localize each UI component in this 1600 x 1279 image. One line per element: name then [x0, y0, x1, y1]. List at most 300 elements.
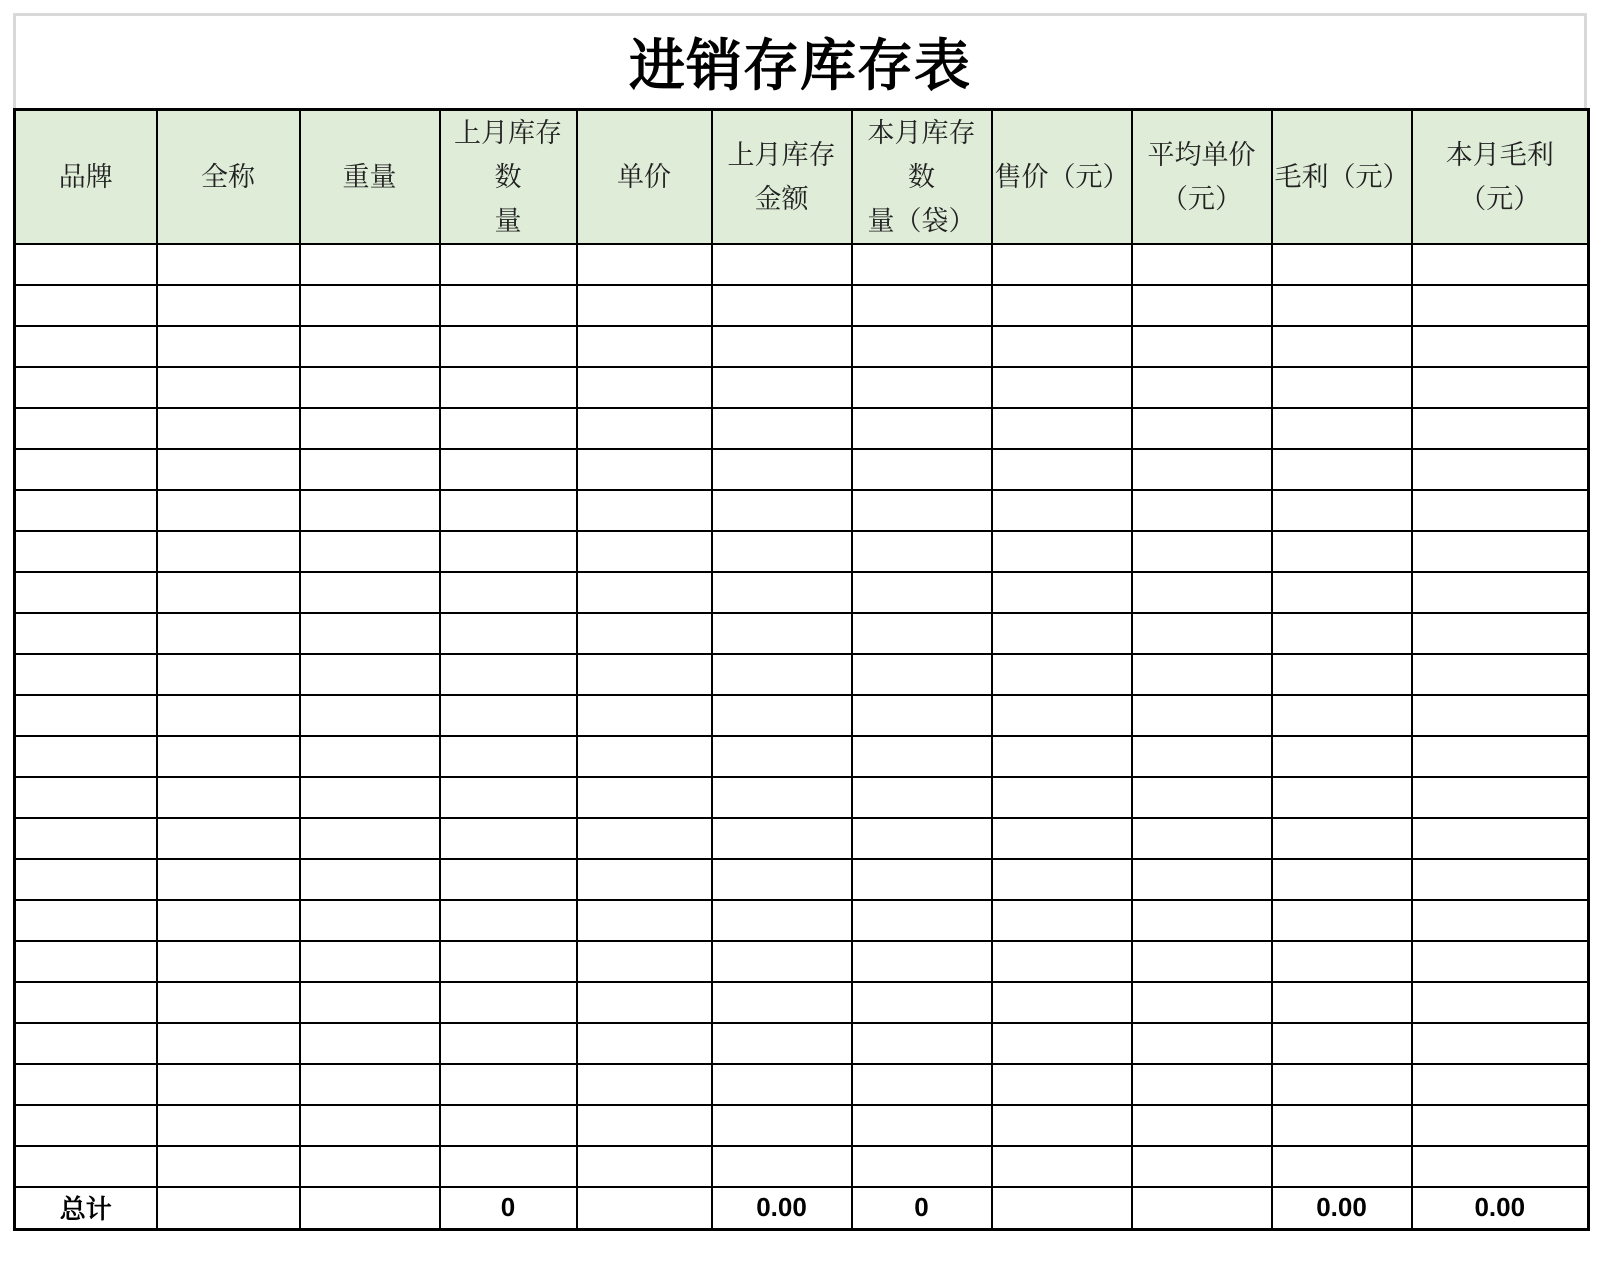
- empty-cell[interactable]: [712, 695, 852, 736]
- empty-cell[interactable]: [15, 1146, 157, 1187]
- empty-cell[interactable]: [1272, 1105, 1412, 1146]
- empty-cell[interactable]: [852, 613, 992, 654]
- empty-cell[interactable]: [1412, 408, 1589, 449]
- empty-cell[interactable]: [1412, 777, 1589, 818]
- empty-cell[interactable]: [1412, 818, 1589, 859]
- total-value-cell[interactable]: 0.00: [1272, 1187, 1412, 1229]
- empty-cell[interactable]: [1272, 408, 1412, 449]
- empty-cell[interactable]: [1412, 613, 1589, 654]
- empty-cell[interactable]: [577, 285, 712, 326]
- empty-cell[interactable]: [1412, 285, 1589, 326]
- empty-cell[interactable]: [1272, 818, 1412, 859]
- empty-cell[interactable]: [15, 531, 157, 572]
- empty-cell[interactable]: [300, 900, 440, 941]
- table-row: [15, 244, 1589, 285]
- empty-cell[interactable]: [440, 572, 577, 613]
- empty-cell[interactable]: [1272, 654, 1412, 695]
- column-header-8: 售价（元）: [992, 110, 1132, 245]
- empty-cell[interactable]: [1412, 1105, 1589, 1146]
- table-header-row: [15, 110, 1589, 245]
- table-row: [15, 285, 1589, 326]
- empty-cell[interactable]: [157, 859, 300, 900]
- empty-cell[interactable]: [712, 613, 852, 654]
- empty-cell[interactable]: [577, 326, 712, 367]
- empty-cell[interactable]: [712, 490, 852, 531]
- empty-cell[interactable]: [712, 859, 852, 900]
- empty-cell[interactable]: [1412, 326, 1589, 367]
- empty-cell[interactable]: [1272, 572, 1412, 613]
- empty-cell[interactable]: [577, 818, 712, 859]
- empty-cell[interactable]: [852, 449, 992, 490]
- empty-cell[interactable]: [157, 1023, 300, 1064]
- empty-cell[interactable]: [1132, 859, 1272, 900]
- column-header-5: 单价: [577, 110, 712, 245]
- column-header-4: 上月库存数 量: [440, 110, 577, 245]
- column-header-11: 本月毛利 （元）: [1412, 110, 1589, 245]
- empty-cell[interactable]: [1132, 654, 1272, 695]
- empty-cell[interactable]: [1272, 859, 1412, 900]
- empty-cell[interactable]: [15, 695, 157, 736]
- empty-cell[interactable]: [300, 736, 440, 777]
- empty-cell[interactable]: [712, 818, 852, 859]
- empty-cell[interactable]: [1132, 818, 1272, 859]
- empty-cell[interactable]: [15, 900, 157, 941]
- table-row: [15, 941, 1589, 982]
- empty-cell[interactable]: [300, 695, 440, 736]
- empty-cell[interactable]: [1272, 490, 1412, 531]
- empty-cell[interactable]: [1272, 1064, 1412, 1105]
- empty-cell[interactable]: [1132, 449, 1272, 490]
- empty-cell[interactable]: [852, 777, 992, 818]
- empty-cell[interactable]: [1412, 490, 1589, 531]
- empty-cell[interactable]: [577, 982, 712, 1023]
- total-value-cell[interactable]: 0: [440, 1187, 577, 1229]
- empty-cell[interactable]: [712, 654, 852, 695]
- empty-cell[interactable]: [1132, 1023, 1272, 1064]
- empty-cell[interactable]: [300, 449, 440, 490]
- column-header-6: 上月库存 金额: [712, 110, 852, 245]
- empty-cell[interactable]: [1132, 777, 1272, 818]
- column-header-3: 重量: [300, 110, 440, 245]
- empty-cell[interactable]: [15, 1064, 157, 1105]
- empty-cell[interactable]: [712, 244, 852, 285]
- empty-cell[interactable]: [1412, 449, 1589, 490]
- empty-cell[interactable]: [157, 777, 300, 818]
- empty-cell[interactable]: [157, 982, 300, 1023]
- table-row: [15, 367, 1589, 408]
- empty-cell[interactable]: [992, 326, 1132, 367]
- empty-cell[interactable]: [1412, 1064, 1589, 1105]
- empty-cell[interactable]: [300, 244, 440, 285]
- table-body: [15, 244, 1589, 1229]
- empty-cell[interactable]: [992, 736, 1132, 777]
- empty-cell[interactable]: [440, 736, 577, 777]
- empty-cell[interactable]: [577, 859, 712, 900]
- empty-cell[interactable]: [157, 1146, 300, 1187]
- empty-cell[interactable]: [1412, 859, 1589, 900]
- empty-cell[interactable]: [157, 408, 300, 449]
- column-header-2: 全称: [157, 110, 300, 245]
- total-value-cell[interactable]: [300, 1187, 440, 1229]
- empty-cell[interactable]: [157, 285, 300, 326]
- empty-cell[interactable]: [1412, 900, 1589, 941]
- total-value-cell[interactable]: 0.00: [1412, 1187, 1589, 1229]
- table-row: [15, 982, 1589, 1023]
- empty-cell[interactable]: [992, 1064, 1132, 1105]
- empty-cell[interactable]: [300, 1064, 440, 1105]
- table-row: [15, 572, 1589, 613]
- total-value-cell[interactable]: 0: [852, 1187, 992, 1229]
- empty-cell[interactable]: [1272, 1023, 1412, 1064]
- empty-cell[interactable]: [157, 613, 300, 654]
- empty-cell[interactable]: [1272, 736, 1412, 777]
- empty-cell[interactable]: [577, 531, 712, 572]
- empty-cell[interactable]: [1132, 244, 1272, 285]
- empty-cell[interactable]: [577, 736, 712, 777]
- empty-cell[interactable]: [577, 244, 712, 285]
- total-label-cell[interactable]: 总计: [15, 1187, 157, 1229]
- empty-cell[interactable]: [577, 1105, 712, 1146]
- empty-cell[interactable]: [712, 367, 852, 408]
- empty-cell[interactable]: [440, 654, 577, 695]
- empty-cell[interactable]: [1272, 244, 1412, 285]
- empty-cell[interactable]: [577, 572, 712, 613]
- empty-cell[interactable]: [1412, 982, 1589, 1023]
- empty-cell[interactable]: [157, 736, 300, 777]
- empty-cell[interactable]: [712, 285, 852, 326]
- empty-cell[interactable]: [1272, 449, 1412, 490]
- empty-cell[interactable]: [15, 736, 157, 777]
- column-header-7: 本月库存数 量（袋）: [852, 110, 992, 245]
- total-value-cell[interactable]: [577, 1187, 712, 1229]
- empty-cell[interactable]: [852, 900, 992, 941]
- empty-cell[interactable]: [300, 818, 440, 859]
- empty-cell[interactable]: [1132, 1105, 1272, 1146]
- empty-cell[interactable]: [992, 941, 1132, 982]
- empty-cell[interactable]: [157, 695, 300, 736]
- table-row: [15, 613, 1589, 654]
- empty-cell[interactable]: [712, 326, 852, 367]
- empty-cell[interactable]: [300, 982, 440, 1023]
- empty-cell[interactable]: [852, 736, 992, 777]
- empty-cell[interactable]: [157, 900, 300, 941]
- empty-cell[interactable]: [15, 326, 157, 367]
- empty-cell[interactable]: [1132, 285, 1272, 326]
- empty-cell[interactable]: [1272, 982, 1412, 1023]
- empty-cell[interactable]: [577, 654, 712, 695]
- empty-cell[interactable]: [852, 531, 992, 572]
- total-value-cell[interactable]: [1132, 1187, 1272, 1229]
- empty-cell[interactable]: [1272, 367, 1412, 408]
- empty-cell[interactable]: [15, 982, 157, 1023]
- empty-cell[interactable]: [1412, 531, 1589, 572]
- total-value-cell[interactable]: [992, 1187, 1132, 1229]
- empty-cell[interactable]: [852, 1146, 992, 1187]
- empty-cell[interactable]: [1272, 900, 1412, 941]
- empty-cell[interactable]: [852, 572, 992, 613]
- empty-cell[interactable]: [712, 736, 852, 777]
- empty-cell[interactable]: [300, 490, 440, 531]
- empty-cell[interactable]: [712, 777, 852, 818]
- table-row: [15, 654, 1589, 695]
- empty-cell[interactable]: [992, 613, 1132, 654]
- empty-cell[interactable]: [852, 244, 992, 285]
- table-row: [15, 736, 1589, 777]
- total-row: [15, 1187, 1589, 1229]
- empty-cell[interactable]: [157, 818, 300, 859]
- empty-cell[interactable]: [15, 654, 157, 695]
- empty-cell[interactable]: [1412, 572, 1589, 613]
- empty-cell[interactable]: [157, 531, 300, 572]
- empty-cell[interactable]: [712, 531, 852, 572]
- empty-cell[interactable]: [157, 490, 300, 531]
- empty-cell[interactable]: [577, 367, 712, 408]
- empty-cell[interactable]: [1412, 654, 1589, 695]
- empty-cell[interactable]: [852, 941, 992, 982]
- empty-cell[interactable]: [852, 1023, 992, 1064]
- empty-cell[interactable]: [852, 1064, 992, 1105]
- empty-cell[interactable]: [577, 941, 712, 982]
- empty-cell[interactable]: [15, 1105, 157, 1146]
- empty-cell[interactable]: [440, 982, 577, 1023]
- empty-cell[interactable]: [577, 695, 712, 736]
- empty-cell[interactable]: [992, 367, 1132, 408]
- empty-cell[interactable]: [992, 900, 1132, 941]
- empty-cell[interactable]: [440, 285, 577, 326]
- empty-cell[interactable]: [157, 326, 300, 367]
- empty-cell[interactable]: [1412, 367, 1589, 408]
- empty-cell[interactable]: [992, 982, 1132, 1023]
- empty-cell[interactable]: [157, 244, 300, 285]
- empty-cell[interactable]: [15, 367, 157, 408]
- empty-cell[interactable]: [15, 1023, 157, 1064]
- empty-cell[interactable]: [992, 859, 1132, 900]
- empty-cell[interactable]: [852, 695, 992, 736]
- empty-cell[interactable]: [992, 408, 1132, 449]
- empty-cell[interactable]: [1132, 326, 1272, 367]
- empty-cell[interactable]: [1272, 531, 1412, 572]
- empty-cell[interactable]: [15, 449, 157, 490]
- empty-cell[interactable]: [992, 818, 1132, 859]
- empty-cell[interactable]: [440, 1064, 577, 1105]
- table-row: [15, 1064, 1589, 1105]
- empty-cell[interactable]: [440, 326, 577, 367]
- empty-cell[interactable]: [1412, 941, 1589, 982]
- empty-cell[interactable]: [440, 244, 577, 285]
- empty-cell[interactable]: [440, 1105, 577, 1146]
- table-row: [15, 490, 1589, 531]
- empty-cell[interactable]: [1272, 285, 1412, 326]
- total-value-cell[interactable]: 0.00: [712, 1187, 852, 1229]
- empty-cell[interactable]: [15, 572, 157, 613]
- empty-cell[interactable]: [1272, 941, 1412, 982]
- empty-cell[interactable]: [440, 859, 577, 900]
- empty-cell[interactable]: [157, 654, 300, 695]
- empty-cell[interactable]: [577, 408, 712, 449]
- empty-cell[interactable]: [440, 1146, 577, 1187]
- empty-cell[interactable]: [992, 1105, 1132, 1146]
- empty-cell[interactable]: [1272, 695, 1412, 736]
- empty-cell[interactable]: [992, 1146, 1132, 1187]
- empty-cell[interactable]: [852, 490, 992, 531]
- empty-cell[interactable]: [300, 777, 440, 818]
- table-row: [15, 449, 1589, 490]
- empty-cell[interactable]: [157, 1064, 300, 1105]
- empty-cell[interactable]: [440, 777, 577, 818]
- empty-cell[interactable]: [1132, 736, 1272, 777]
- empty-cell[interactable]: [1132, 900, 1272, 941]
- empty-cell[interactable]: [1412, 1146, 1589, 1187]
- table-row: [15, 1146, 1589, 1187]
- empty-cell[interactable]: [300, 1023, 440, 1064]
- empty-cell[interactable]: [1132, 613, 1272, 654]
- empty-cell[interactable]: [852, 982, 992, 1023]
- empty-cell[interactable]: [1412, 1023, 1589, 1064]
- empty-cell[interactable]: [1412, 244, 1589, 285]
- empty-cell[interactable]: [15, 408, 157, 449]
- inventory-table: [13, 108, 1590, 1231]
- empty-cell[interactable]: [1272, 777, 1412, 818]
- empty-cell[interactable]: [712, 982, 852, 1023]
- table-row: [15, 1105, 1589, 1146]
- empty-cell[interactable]: [15, 490, 157, 531]
- empty-cell[interactable]: [157, 572, 300, 613]
- empty-cell[interactable]: [992, 654, 1132, 695]
- empty-cell[interactable]: [300, 1146, 440, 1187]
- empty-cell[interactable]: [577, 900, 712, 941]
- empty-cell[interactable]: [577, 490, 712, 531]
- empty-cell[interactable]: [440, 900, 577, 941]
- empty-cell[interactable]: [1412, 695, 1589, 736]
- empty-cell[interactable]: [440, 490, 577, 531]
- empty-cell[interactable]: [300, 408, 440, 449]
- empty-cell[interactable]: [1132, 572, 1272, 613]
- empty-cell[interactable]: [15, 818, 157, 859]
- empty-cell[interactable]: [1272, 613, 1412, 654]
- empty-cell[interactable]: [852, 1105, 992, 1146]
- empty-cell[interactable]: [577, 449, 712, 490]
- empty-cell[interactable]: [577, 1023, 712, 1064]
- empty-cell[interactable]: [712, 449, 852, 490]
- empty-cell[interactable]: [712, 572, 852, 613]
- empty-cell[interactable]: [440, 941, 577, 982]
- empty-cell[interactable]: [300, 326, 440, 367]
- empty-cell[interactable]: [15, 941, 157, 982]
- empty-cell[interactable]: [440, 408, 577, 449]
- empty-cell[interactable]: [1412, 736, 1589, 777]
- empty-cell[interactable]: [992, 777, 1132, 818]
- column-header-1: 品牌: [15, 110, 157, 245]
- empty-cell[interactable]: [1132, 1064, 1272, 1105]
- empty-cell[interactable]: [300, 367, 440, 408]
- empty-cell[interactable]: [992, 531, 1132, 572]
- empty-cell[interactable]: [157, 1105, 300, 1146]
- empty-cell[interactable]: [712, 900, 852, 941]
- empty-cell[interactable]: [440, 531, 577, 572]
- empty-cell[interactable]: [992, 285, 1132, 326]
- spreadsheet-page: [0, 13, 1600, 1279]
- empty-cell[interactable]: [440, 818, 577, 859]
- table-row: [15, 1023, 1589, 1064]
- empty-cell[interactable]: [577, 1064, 712, 1105]
- empty-cell[interactable]: [440, 1023, 577, 1064]
- title-band: [13, 13, 1587, 108]
- empty-cell[interactable]: [1132, 982, 1272, 1023]
- empty-cell[interactable]: [300, 531, 440, 572]
- empty-cell[interactable]: [15, 244, 157, 285]
- empty-cell[interactable]: [992, 449, 1132, 490]
- empty-cell[interactable]: [1132, 695, 1272, 736]
- empty-cell[interactable]: [157, 941, 300, 982]
- empty-cell[interactable]: [300, 285, 440, 326]
- empty-cell[interactable]: [300, 572, 440, 613]
- table-row: [15, 326, 1589, 367]
- empty-cell[interactable]: [300, 859, 440, 900]
- empty-cell[interactable]: [992, 695, 1132, 736]
- empty-cell[interactable]: [577, 613, 712, 654]
- empty-cell[interactable]: [1132, 408, 1272, 449]
- column-header-10: 毛利（元）: [1272, 110, 1412, 245]
- empty-cell[interactable]: [440, 613, 577, 654]
- empty-cell[interactable]: [712, 941, 852, 982]
- empty-cell[interactable]: [15, 859, 157, 900]
- empty-cell[interactable]: [1272, 326, 1412, 367]
- empty-cell[interactable]: [1132, 531, 1272, 572]
- empty-cell[interactable]: [992, 244, 1132, 285]
- empty-cell[interactable]: [577, 777, 712, 818]
- empty-cell[interactable]: [440, 449, 577, 490]
- empty-cell[interactable]: [852, 367, 992, 408]
- table-row: [15, 777, 1589, 818]
- empty-cell[interactable]: [15, 613, 157, 654]
- empty-cell[interactable]: [712, 1105, 852, 1146]
- empty-cell[interactable]: [1132, 1146, 1272, 1187]
- empty-cell[interactable]: [992, 490, 1132, 531]
- empty-cell[interactable]: [712, 1146, 852, 1187]
- empty-cell[interactable]: [440, 695, 577, 736]
- empty-cell[interactable]: [852, 326, 992, 367]
- empty-cell[interactable]: [300, 941, 440, 982]
- empty-cell[interactable]: [1132, 490, 1272, 531]
- empty-cell[interactable]: [15, 777, 157, 818]
- empty-cell[interactable]: [992, 572, 1132, 613]
- empty-cell[interactable]: [440, 367, 577, 408]
- empty-cell[interactable]: [15, 285, 157, 326]
- empty-cell[interactable]: [157, 449, 300, 490]
- empty-cell[interactable]: [852, 285, 992, 326]
- table-row: [15, 531, 1589, 572]
- empty-cell[interactable]: [300, 613, 440, 654]
- empty-cell[interactable]: [852, 408, 992, 449]
- column-header-9: 平均单价 （元）: [1132, 110, 1272, 245]
- empty-cell[interactable]: [300, 1105, 440, 1146]
- empty-cell[interactable]: [157, 367, 300, 408]
- empty-cell[interactable]: [712, 1023, 852, 1064]
- empty-cell[interactable]: [712, 408, 852, 449]
- table-row: [15, 900, 1589, 941]
- empty-cell[interactable]: [1272, 1146, 1412, 1187]
- empty-cell[interactable]: [577, 1146, 712, 1187]
- empty-cell[interactable]: [712, 1064, 852, 1105]
- empty-cell[interactable]: [852, 818, 992, 859]
- empty-cell[interactable]: [1132, 941, 1272, 982]
- empty-cell[interactable]: [992, 1023, 1132, 1064]
- total-value-cell[interactable]: [157, 1187, 300, 1229]
- empty-cell[interactable]: [852, 654, 992, 695]
- empty-cell[interactable]: [852, 859, 992, 900]
- empty-cell[interactable]: [300, 654, 440, 695]
- empty-cell[interactable]: [1132, 367, 1272, 408]
